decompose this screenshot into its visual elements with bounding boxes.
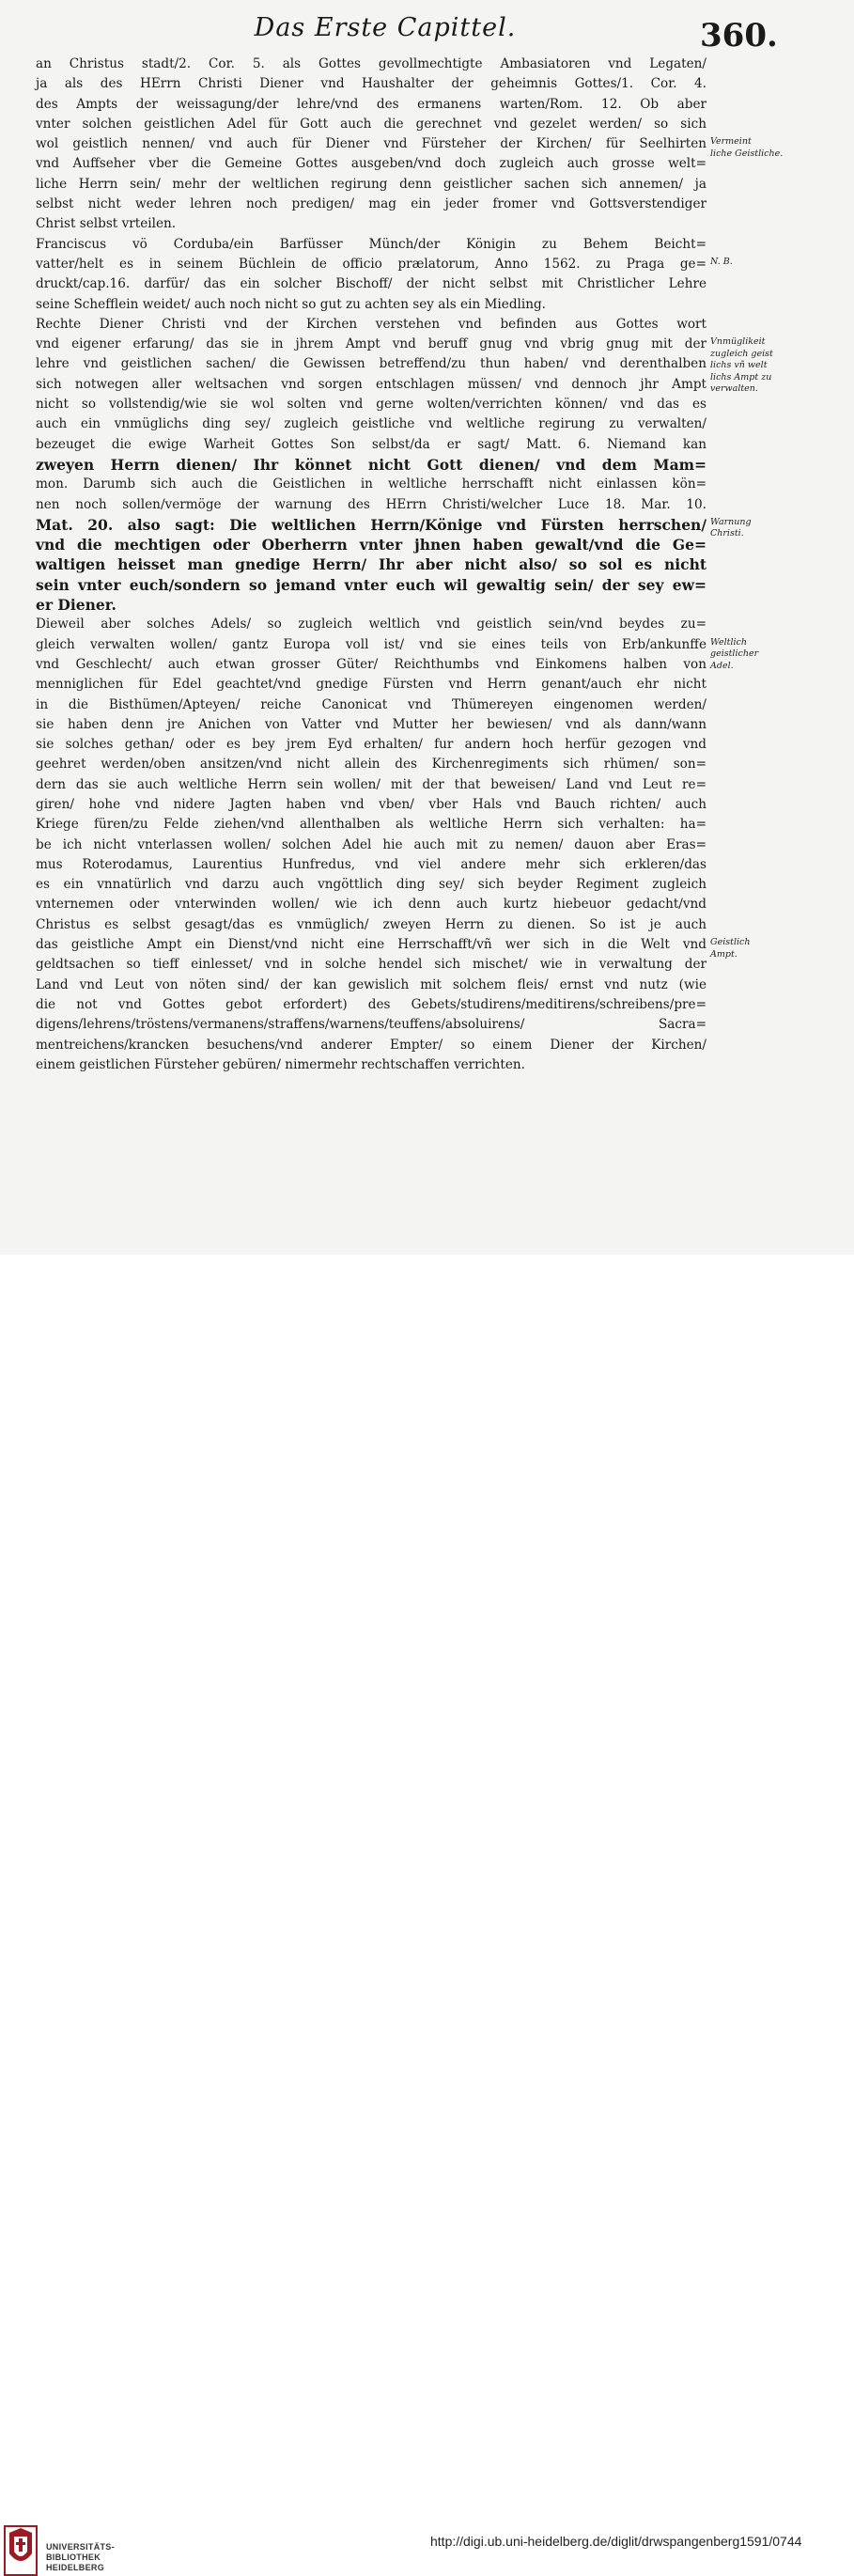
margin-note-line: Vermeint bbox=[710, 136, 752, 148]
text-line: sich notwegen aller weltsachen vnd sorgen entschlagen müssen/ vnd dennoch jhr Ampt bbox=[36, 376, 706, 392]
folio-number: 360. bbox=[700, 17, 778, 55]
text-line: Christ selbst vrteilen. bbox=[36, 216, 177, 232]
text-line: geldtsachen so tieff einlesset/ vnd in solche hendel sich mischet/ wie in verwaltung der bbox=[36, 957, 706, 973]
library-name bbox=[46, 2542, 115, 2573]
text-line: Rechte Diener Christi vnd der Kirchen verstehen vnd befinden aus Gottes wort bbox=[36, 316, 706, 332]
text-line: sie solches gethan/ oder es bey jrem Eyd erhalten/ fur andern hoch herfür gezogen vnd bbox=[36, 737, 706, 753]
text-line: vatter/helt es in seinem Büchlein de officio prælatorum, Anno 1562. zu Praga ge= bbox=[36, 256, 706, 272]
scanned-page-area bbox=[0, 0, 854, 1255]
text-line: vnd Auffseher vber die Gemeine Gottes ausgeben/vnd doch zugleich auch grosse welt= bbox=[36, 156, 706, 172]
margin-note-line: Vnmüglikeit bbox=[710, 336, 766, 348]
margin-note-line: lichs Ampt zu bbox=[710, 371, 772, 382]
margin-note-line: liche Geistliche. bbox=[710, 148, 784, 159]
text-line: mus Roterodamus, Laurentius Hunfredus, vnd viel andere mehr sich erkleren/das bbox=[36, 856, 706, 872]
main-text-block bbox=[36, 55, 706, 1075]
text-line: er Diener. bbox=[36, 596, 116, 615]
text-line: Kriege füren/zu Felde ziehen/vnd allenthalben als weltliche Herrn sich verhalten: ha= bbox=[36, 817, 706, 833]
text-line: sie haben denn jre Anichen von Vatter vnd Mutter her bewiesen/ vnd als dann/wann bbox=[36, 716, 706, 732]
margin-note bbox=[710, 136, 795, 160]
library-name-line: HEIDELBERG bbox=[46, 2563, 105, 2572]
university-seal-icon bbox=[4, 2525, 38, 2576]
text-line: vnd eigener erfarung/ das sie in jhrem Ampt vnd beruff gnug vnd vbrig gnug mit der bbox=[36, 336, 706, 352]
text-line: vnter solchen geistlichen Adel für Gott auch die gerechnet vnd gezelet werden/ so sich bbox=[36, 116, 706, 132]
text-line: vnd die mechtigen oder Oberherrn vnter jhnen haben gewalt/vnd die Ge= bbox=[36, 536, 706, 554]
text-line: be ich nicht vnterlassen wollen/ solchen Adel hie auch mit zu nemen/ dauon aber Eras= bbox=[36, 836, 706, 852]
margin-note bbox=[710, 336, 795, 396]
text-line: wol geistlich nennen/ vnd auch für Diener vnd Fürsteher der Kirchen/ für Seelhirten bbox=[36, 136, 706, 152]
text-line: geehret werden/oben ansitzen/vnd nicht allein des Kirchenregiments sich rhümen/ son= bbox=[36, 757, 706, 773]
margin-note-line: Geistlich bbox=[710, 937, 751, 948]
text-line: an Christus stadt/2. Cor. 5. als Gottes gevollmechtigte Ambasiatoren vnd Legaten/ bbox=[36, 56, 706, 71]
text-line: Land vnd Leut von nöten sind/ der kan gewislich mit solchem fleis/ ernst vnd nutz (wie bbox=[36, 976, 706, 992]
text-line: waltigen heisset man gnedige Herrn/ Ihr aber nicht also/ so sol es nicht bbox=[36, 555, 706, 574]
text-line: lehre vnd geistlichen sachen/ die Gewissen betreffend/zu thun haben/ vnd derenthalben bbox=[36, 356, 706, 372]
text-line: liche Herrn sein/ mehr der weltlichen regirung denn geistlicher sachen sich annemen/ ja bbox=[36, 176, 706, 192]
text-line: giren/ hohe vnd nidere Jagten haben vnd vben/ vber Hals vnd Bauch richten/ auch bbox=[36, 796, 706, 812]
text-line: in die Bisthümen/Apteyen/ reiche Canonicat vnd Thümereyen eingenomen werden/ bbox=[36, 696, 706, 712]
text-line: mentreichens/krancken besuchens/vnd anderer Empter/ so einem Diener der Kirchen/ bbox=[36, 1037, 706, 1053]
text-line: bezeuget die ewige Warheit Gottes Son selbst/da er sagt/ Matt. 6. Niemand kan bbox=[36, 436, 706, 452]
margin-note bbox=[710, 937, 795, 960]
margin-note-line: Weltlich bbox=[710, 636, 747, 648]
text-line: druckt/cap.16. darfür/ das ein solcher Bischoff/ der nicht selbst mit Christlicher Lehre bbox=[36, 276, 706, 292]
text-line: Mat. 20. also sagt: Die weltlichen Herrn/Könige vnd Fürsten herrschen/ bbox=[36, 515, 706, 534]
margin-note-line: Warnung bbox=[710, 516, 752, 527]
text-line: nen noch sollen/vermöge der warnung des HErrn Christi/welcher Luce 18. Mar. 10. bbox=[36, 496, 706, 512]
margin-note-line: Adel. bbox=[710, 660, 734, 671]
running-head-chapter-title: Das Erste Capittel. bbox=[254, 13, 517, 42]
text-line: mon. Darumb sich auch die Geistlichen in weltliche herrschafft nicht einlassen kön= bbox=[36, 476, 706, 492]
text-line: zweyen Herrn dienen/ Ihr könnet nicht Gott dienen/ vnd dem Mam= bbox=[36, 455, 706, 474]
margin-note bbox=[710, 637, 795, 673]
viewer-footer bbox=[0, 1255, 854, 2572]
text-line: des Ampts der weissagung/der lehre/vnd des ermanens warten/Rom. 12. Ob aber bbox=[36, 96, 706, 112]
margin-note bbox=[710, 257, 795, 269]
margin-note bbox=[710, 517, 795, 540]
text-line: sein vnter euch/sondern so jemand vnter euch wil gewaltig sein/ der sey ew= bbox=[36, 575, 706, 594]
text-line: digens/lehrens/tröstens/vermanens/straffens/warnens/teuffens/absoluirens/ Sacra= bbox=[36, 1017, 706, 1033]
library-name-line: BIBLIOTHEK bbox=[46, 2553, 101, 2562]
text-line: dern das sie auch weltliche Herrn sein wollen/ mit der that beweisen/ Land vnd Leut re= bbox=[36, 776, 706, 792]
text-line: es ein vnnatürlich vnd darzu auch vngöttlich ding sey/ sich beyder Regiment zugleich bbox=[36, 877, 706, 893]
margin-note-line: Ampt. bbox=[710, 948, 738, 960]
margin-note-line: N. B. bbox=[710, 257, 733, 267]
margin-note-line: lichs vñ welt bbox=[710, 360, 768, 371]
text-line: das geistliche Ampt ein Dienst/vnd nicht eine Herrschafft/vñ wer sich in die Welt vnd bbox=[36, 937, 706, 953]
text-line: gleich verwalten wollen/ gantz Europa voll ist/ vnd sie eines teils von Erb/ankunffe bbox=[36, 636, 706, 652]
margin-note-line: Christi. bbox=[710, 528, 744, 539]
text-line: vnd Geschlecht/ auch etwan grosser Güter/ Reichthumbs vnd Einkomens halben von bbox=[36, 656, 706, 672]
text-line: nicht so vollstendig/wie sie wol solten vnd gerne wolten/verrichten können/ vnd das es bbox=[36, 397, 706, 413]
text-line: vnternemen oder vnterwinden wollen/ wie ich denn auch kurtz hiebeuor gedacht/vnd bbox=[36, 897, 706, 913]
text-line: einem geistlichen Fürsteher gebüren/ nimermehr rechtschaffen verrichten. bbox=[36, 1056, 525, 1072]
text-line: Dieweil aber solches Adels/ so zugleich weltlich vnd geistlich sein/vnd beydes zu= bbox=[36, 617, 706, 632]
margin-note-line: zugleich geist bbox=[710, 348, 773, 359]
text-line: selbst nicht weder lehren noch predigen/ mag ein jeder fromer vnd Gottsverstendiger bbox=[36, 196, 706, 212]
margin-note-line: geistlicher bbox=[710, 648, 759, 660]
text-line: die not vnd Gottes gebot erfordert) des Gebets/studirens/meditirens/schreibens/pre= bbox=[36, 996, 706, 1012]
text-line: auch ein vnmüglichs ding sey/ zugleich geistliche vnd weltliche regirung zu verwalten/ bbox=[36, 416, 706, 432]
text-line: ja als des HErrn Christi Diener vnd Haushalter der geheimnis Gottes/1. Cor. 4. bbox=[36, 76, 706, 92]
text-line: Christus es selbst gesagt/das es vnmüglich/ zweyen Herrn zu dienen. So ist je auch bbox=[36, 916, 706, 932]
text-line: menniglichen für Edel geachtet/vnd gnedige Fürsten vnd Herrn genant/auch ehr nicht bbox=[36, 677, 706, 693]
text-line: seine Schefflein weidet/ auch noch nicht so gut zu achten sey als ein Miedling. bbox=[36, 296, 546, 312]
permalink-url[interactable]: http://digi.ub.uni-heidelberg.de/diglit/drwspangenberg1591/0744 bbox=[430, 2534, 802, 2549]
library-name-line: UNIVERSITÄTS- bbox=[46, 2542, 115, 2552]
margin-note-line: verwalten. bbox=[710, 383, 758, 395]
text-line: Franciscus vö Corduba/ein Barfüsser Münch/der Königin zu Behem Beicht= bbox=[36, 236, 706, 252]
